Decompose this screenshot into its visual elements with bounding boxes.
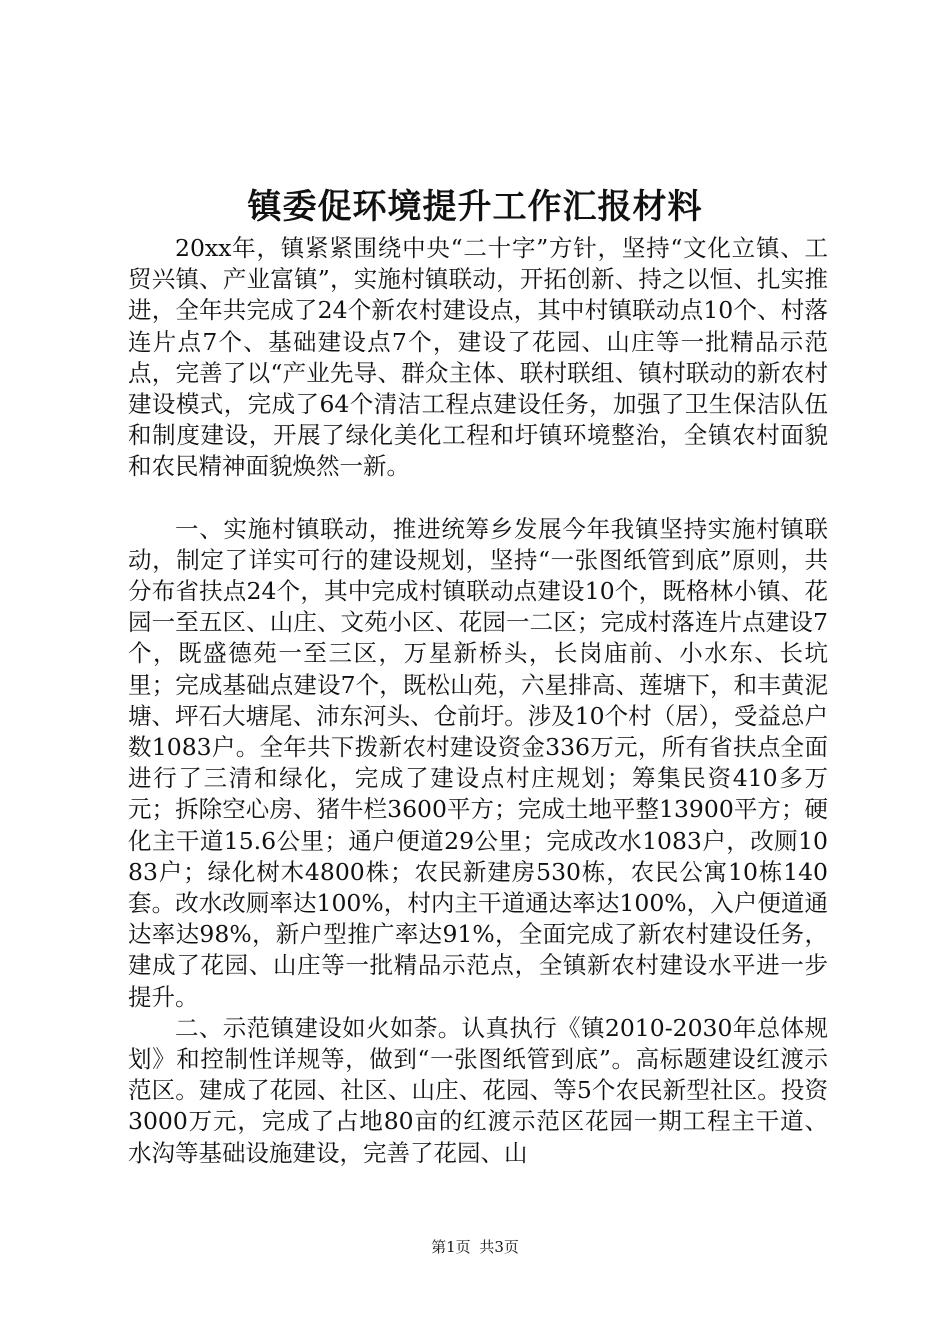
paragraph-spacer xyxy=(128,483,828,514)
page-number: 第1页 xyxy=(431,1238,471,1256)
document-title: 镇委促环境提升工作汇报材料 xyxy=(247,187,703,227)
page-total: 共3页 xyxy=(479,1238,519,1256)
paragraph-intro: 20xx年，镇紧紧围绕中央“二十字”方针，坚持“文化立镇、工贸兴镇、产业富镇”，实施村镇联动，开拓创新、持之以恒、扎实推进，全年共完成了24个新农村建设点，其中村镇联动点10个、村落连片点7个、基础建设点7个，建设了花园、山庄等一批精品示范点，完善了以“产业先导、群众主体、联村联组、镇村联动的新农村建设模式，完成了64个清洁工程点建设任务，加强了卫生保洁队伍和制度建设，开展了绿化美化工程和圩镇环境整治，全镇农村面貌和农民精神面貌焕然一新。 xyxy=(128,234,828,481)
page-footer xyxy=(0,1237,950,1257)
document-body xyxy=(128,233,828,1169)
paragraph-section-one: 一、实施村镇联动，推进统筹乡发展今年我镇坚持实施村镇联动，制定了详实可行的建设规划，坚持“一张图纸管到底”原则，共分布省扶点24个，其中完成村镇联动点建设10个，既格林小镇、花园一至五区、山庄、文苑小区、花园一二区；完成村落连片点建设7个，既盛德苑一至三区，万星新桥头，长岗庙前、小水东、长坑里；完成基础点建设7个，既松山苑，六星排高、莲塘下，和丰黄泥塘、坪石大塘尾、沛东河头、仓前圩。涉及10个村（居），受益总户数1083户。全年共下拨新农村建设资金336万元，所有省扶点全面进行了三清和绿化，完成了建设点村庄规划；筹集民资410多万元；拆除空心房、猪牛栏3600平方；完成土地平整13900平方；硬化主干道15.6公里；通户便道29公里；完成改水1083户，改厕1083户；绿化树木4800株；农民新建房530栋，农民公寓10栋140套。改水改厕率达100%，村内主干道通达率达100%，入户便道通达率达98%，新户型推广率达91%，全面完成了新农村建设任务，建成了花园、山庄等一批精品示范点，全镇新农村建设水平进一步提升。 xyxy=(128,514,828,1011)
paragraph-section-two: 二、示范镇建设如火如荼。认真执行《镇2010-2030年总体规划》和控制性详规等，做到“一张图纸管到底”。高标题建设红渡示范区。建成了花园、社区、山庄、花园、等5个农民新型社区。投资3000万元，完成了占地80亩的红渡示范区花园一期工程主干道、水沟等基础设施建设，完善了花园、山 xyxy=(128,1013,828,1167)
